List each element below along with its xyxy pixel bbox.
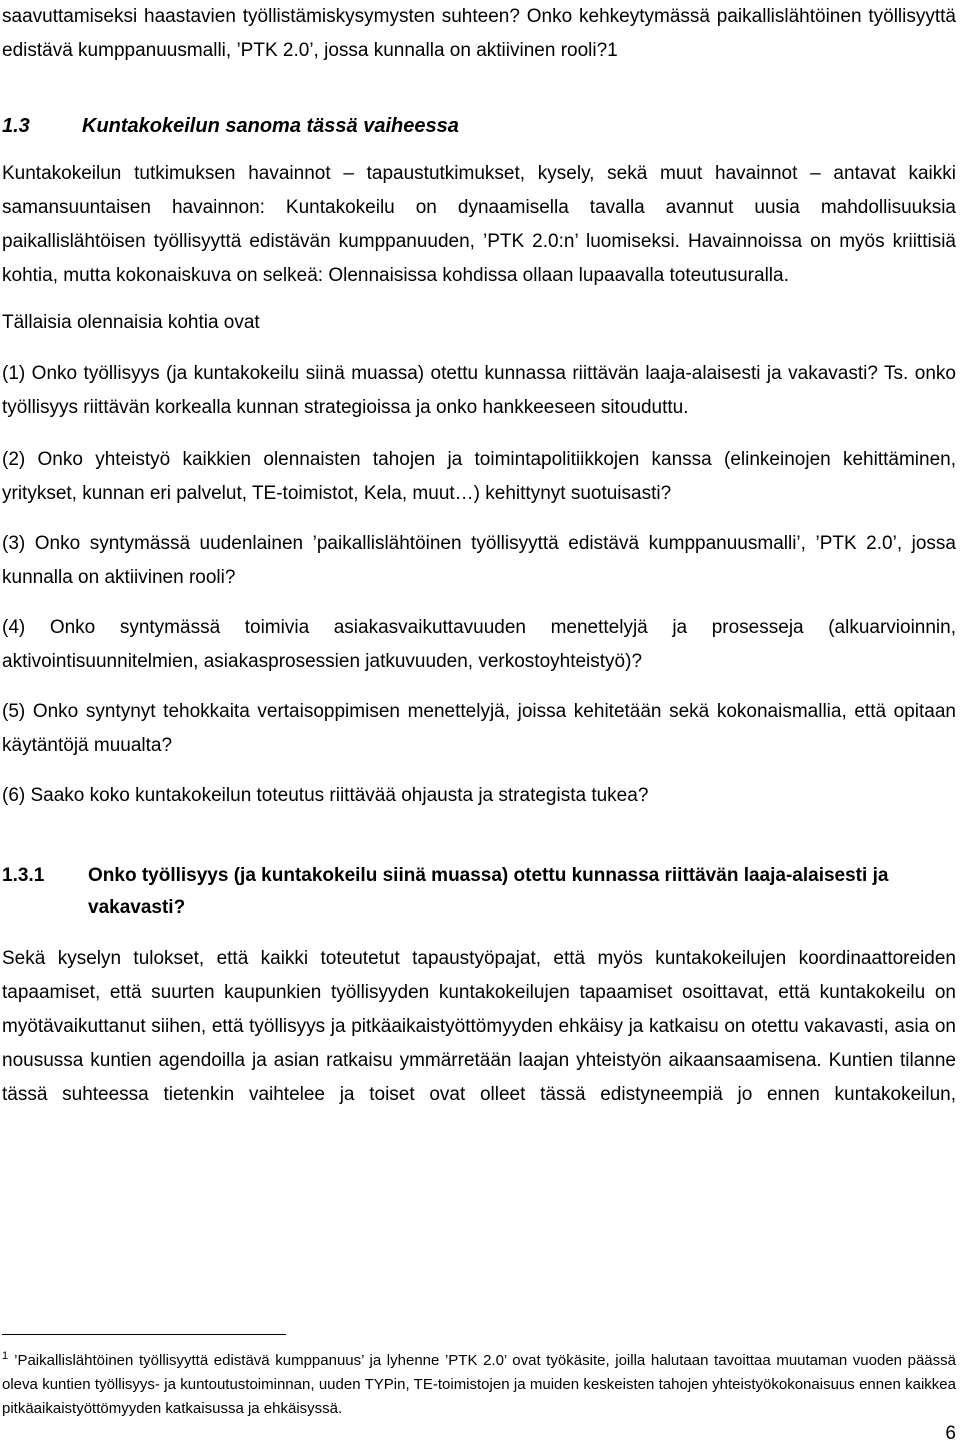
footnote — [2, 1344, 956, 1421]
question-1: (1) Onko työllisyys (ja kuntakokeilu siinä muassa) otettu kunnassa riittävän laaja-alaisesti ja vakavasti? Ts. onko työllisyys riittävän korkealla kunnan strategioissa ja onko hankkeeseen sitouduttu. — [2, 363, 956, 418]
document-body — [2, 0, 956, 1112]
question-6: (6) Saako koko kuntakokeilun toteutus riittävää ohjausta ja strategista tukea? — [2, 785, 649, 806]
footnote-divider — [2, 1334, 286, 1335]
footnote-reference[interactable]: 1 — [607, 40, 618, 61]
section-heading — [2, 109, 956, 143]
subsection-heading — [2, 860, 956, 924]
results-paragraph: Sekä kyselyn tulokset, että kaikki toteutetut tapaustyöpajat, että myös kuntakokeilujen koordinaattoreiden tapaamiset, että suurten kaupunkien työllisyyden kuntakokeilujen tapaamiset osoittavat, että kuntakokeilu on myötävaikuttanut siihen, että työllisyys ja pitkäaikaistyöttömyyden ehkäisy ja katkaisu on otettu vakavasti, asia on nousussa kuntien agendoilla ja asian ratkaisu ymmärretään laajan yhteistyön aikaansaamisena. Kuntien tilanne tässä suhteessa tietenkin vaihtelee ja toiset ovat olleet tässä edistyneempiä jo ennen kuntakokeilun, — [2, 948, 956, 1105]
footnote-marker: 1 — [2, 1350, 9, 1362]
section-title: Kuntakokeilun sanoma tässä vaiheessa — [82, 115, 459, 137]
intro-paragraph — [2, 0, 956, 68]
points-intro: Tällaisia olennaisia kohtia ovat — [2, 312, 260, 333]
findings-paragraph: Kuntakokeilun tutkimuksen havainnot – tapaustutkimukset, kysely, sekä muut havainnot – antavat kaikki samansuuntaisen havainnon: Kuntakokeilu on dynaamisella tavalla avannut uusia mahdollisuuksia paikallislähtöisen työllisyyttä edistävän kumppanuuden, ’PTK 2.0:n’ luomiseksi. Havainnoissa on myös kriittisiä kohtia, mutta kokonaiskuva on selkeä: Olennaisissa kohdissa ollaan lupaavalla toteutusuralla. — [2, 163, 956, 286]
intro-text: saavuttamiseksi haastavien työllistämiskysymysten suhteen? Onko kehkeytymässä paikallislähtöinen työllisyyttä edistävä kumppanuusmalli, ’PTK 2.0’, jossa kunnalla on aktiivinen rooli? — [2, 6, 956, 61]
question-2: (2) Onko yhteistyö kaikkien olennaisten tahojen ja toimintapolitiikkojen kanssa (elinkeinojen kehittäminen, yritykset, kunnan eri palvelut, TE-toimistot, Kela, muut…) kehittynyt suotuisasti? — [2, 449, 956, 504]
subsection-title: Onko työllisyys (ja kuntakokeilu siinä muassa) otettu kunnassa riittävän laaja-alaisesti ja vakavasti? — [88, 865, 889, 918]
page-number: 6 — [945, 1423, 956, 1444]
question-5: (5) Onko syntynyt tehokkaita vertaisoppimisen menettelyjä, joissa kehitetään sekä kokonaismallia, että opitaan käytäntöjä muualta? — [2, 701, 956, 756]
footnote-text: ’Paikallislähtöinen työllisyyttä edistävä kumppanuus’ ja lyhenne ’PTK 2.0’ ovat työkäsite, joilla halutaan tavoittaa muutaman vuoden päässä oleva kuntien työllisyys- ja kuntoutustoiminnan, uuden TYPin, TE-toimistojen ja muiden keskeisten tahojen yhteistyökokonaisuus ennen kaikkea pitkäaikaistyöttömyyden katkaisussa ja ehkäisyssä. — [2, 1352, 956, 1417]
question-4: (4) Onko syntymässä toimivia asiakasvaikuttavuuden menettelyjä ja prosesseja (alkuarvioinnin, aktivointisuunnitelmien, asiakasprosessien jatkuvuuden, verkostoyhteistyö)? — [2, 617, 956, 672]
question-3: (3) Onko syntymässä uudenlainen ’paikallislähtöinen työllisyyttä edistävä kumppanuusmalli’, ’PTK 2.0’, jossa kunnalla on aktiivinen rooli? — [2, 533, 956, 588]
section-number: 1.3 — [2, 115, 30, 137]
subsection-number: 1.3.1 — [2, 865, 45, 886]
